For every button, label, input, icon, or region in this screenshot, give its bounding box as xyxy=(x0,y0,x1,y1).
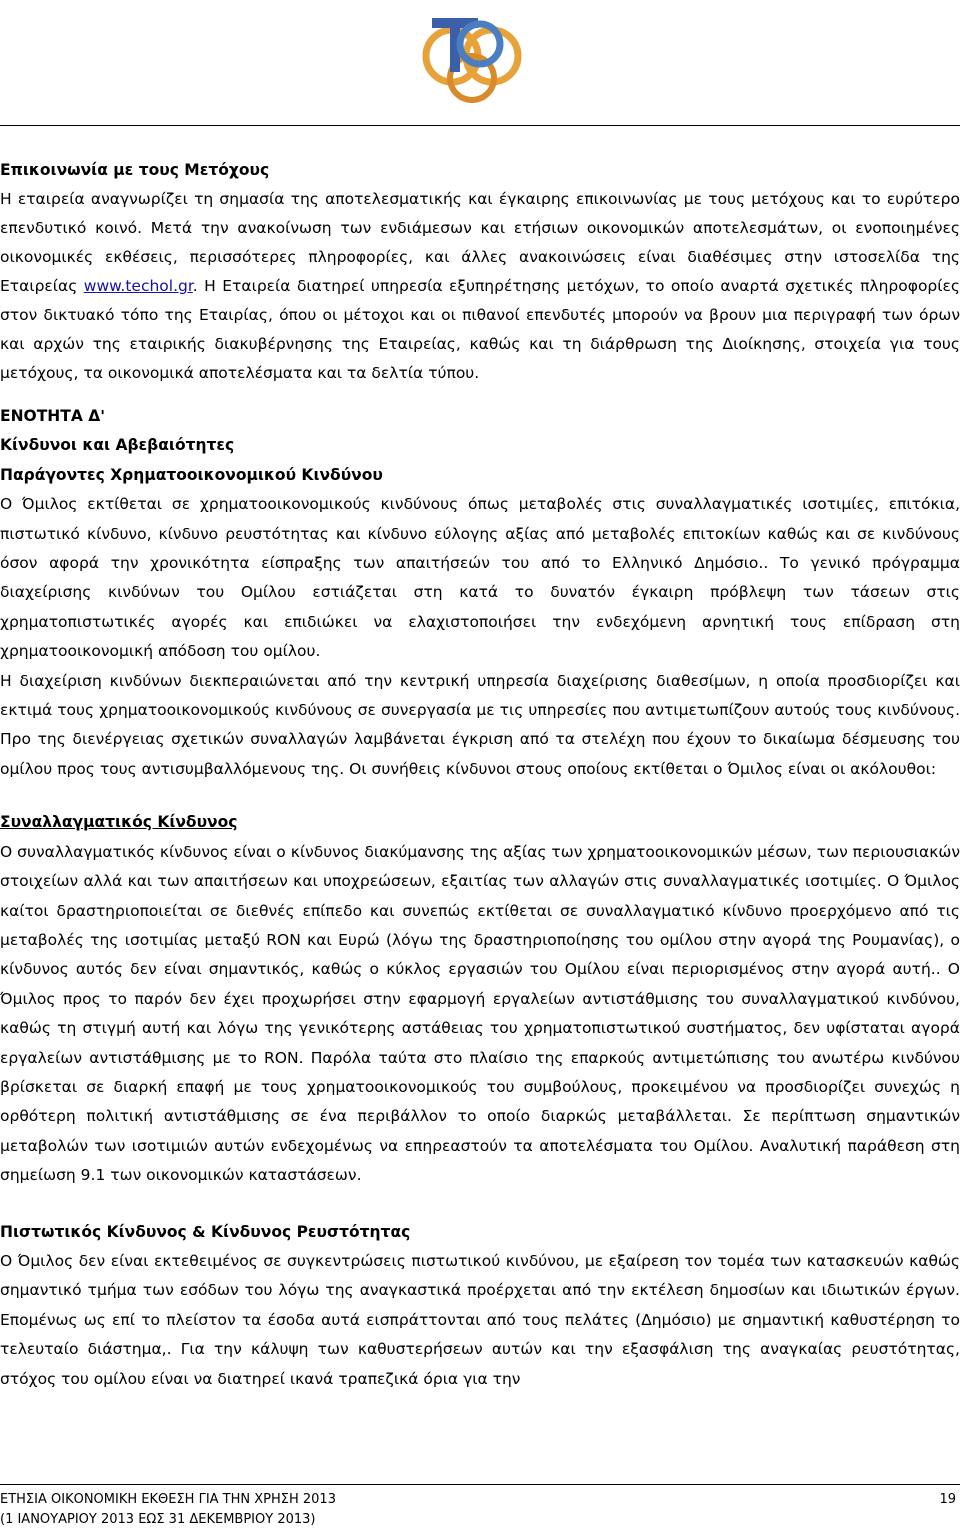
section-communication xyxy=(0,156,960,388)
fx-risk-heading: Συναλλαγματικός Κίνδυνος xyxy=(0,813,238,832)
communication-paragraph xyxy=(0,185,960,388)
company-logo xyxy=(416,4,528,108)
section-d xyxy=(0,402,960,784)
footer-report-title: ΕΤΗΣΙΑ ΟΙΚΟΝΟΜΙΚΗ ΕΚΘΕΣΗ ΓΙΑ ΤΗΝ ΧΡΗΣΗ 2013 xyxy=(0,1492,336,1507)
section-heading: Επικοινωνία με τους Μετόχους xyxy=(0,161,270,179)
section-title: ΕΝΟΤΗΤΑ Δ' xyxy=(0,407,105,425)
company-logo-graphic xyxy=(416,4,528,108)
section-subtitle: Κίνδυνοι και Αβεβαιότητες xyxy=(0,436,235,455)
section-credit-risk xyxy=(0,1218,960,1394)
risk-paragraph-1: Ο Όμιλος εκτίθεται σε χρηματοοικονομικούς κινδύνους όπως μεταβολές στις συναλλαγματικές ισοτιμίες, επιτόκια, πιστωτικό κίνδυνο, κίνδυνο ρευστότητας και κίνδυνο εύλογης αξίας από μεταβολές επιτοκίων καθώς και σε κινδύνους όσον αφορά την χρονικότητα είσπραξης των απαιτήσεών του από το Ελληνικό Δημόσιο.. Το γενικό πρόγραμμα διαχείρισης κινδύνων του Ομίλου εστιάζεται στη κατά το δυνατόν έγκαιρη πρόβλεψη των τάσεων στις χρηματοπιστωτικές αγορές και επιδιώκει να ελαχιστοποιήσει την ενδεχόμενη αρνητική τους επίδραση στη χρηματοοικονομική απόδοση του ομίλου. xyxy=(0,495,960,661)
paragraph-text: . Η Εταιρεία διατηρεί υπηρεσία εξυπηρέτησης μετόχων, το οποίο αναρτά σχετικές πληροφορίες στον δικτυακό τόπο της Εταιρίας, όπου οι μέτοχοι και οι πιθανοί επενδυτές μπορούν να βρουν μια περιγραφή των όρων και αρχών της εταιρικής διακυβέρνησης της Εταιρείας, καθώς και τη διάρθρωση της Διοίκησης, στοιχεία για τους μετόχους, τα οικονομικά αποτελέσματα και τα δελτία τύπου. xyxy=(0,277,960,382)
fx-risk-paragraph: Ο συναλλαγματικός κίνδυνος είναι ο κίνδυνος διακύμανσης της αξίας των χρηματοοικονομικών μέσων, των περιουσιακών στοιχείων αλλά και των απαιτήσεων και υποχρεώσεων, εξαιτίας των αλλαγών στις συναλλαγματικές ισοτιμίες. Ο Όμιλος καίτοι δραστηριοποιείται σε διεθνές επίπεδο και συνεπώς εκτίθεται σε συναλλαγματικό κίνδυνο προερχόμενο από τις μεταβολές της ισοτιμίας μεταξύ RON και Ευρώ (λόγω της δραστηριοποίησης του ομίλου στην αγορά της Ρουμανίας), ο κίνδυνος αυτός δεν είναι σημαντικός, καθώς ο κύκλος εργασιών του Ομίλου είναι περιορισμένος στην αγορά αυτή.. Ο Όμιλος προς το παρόν δεν έχει προχωρήσει στην εφαρμογή εργαλείων αντιστάθμισης του συναλλαγματικού κινδύνου, καθώς τη στιγμή αυτή και λόγω της γενικότερης αστάθειας του χρηματοπιστωτικού συστήματος, δεν υφίσταται αγορά εργαλείων αντιστάθμισης με το RON. Παρόλα ταύτα στο πλαίσιο της επαρκούς αντιμετώπισης του ανωτέρω κινδύνου βρίσκεται σε διαρκή επαφή με τους χρηματοοικονομικούς του συμβούλους, προκειμένου να προσδιορίζει συνεχώς η ορθότερη πολιτική αντιστάθμισης σε ένα περιβάλλον το οποίο διαρκώς μεταβάλλεται. Σε περίπτωση σημαντικών μεταβολών των ισοτιμιών αυτών ενδεχομένως να επηρεαστούν τα αποτελέσματα του Ομίλου. Αναλυτική παράθεση στη σημείωση 9.1 των οικονομικών καταστάσεων. xyxy=(0,842,960,1185)
risk-factors-heading: Παράγοντες Χρηματοοικονομικού Κινδύνου xyxy=(0,465,383,484)
page-content xyxy=(0,156,960,1394)
footer-divider xyxy=(0,1484,960,1485)
paragraph-text: Η εταιρεία αναγνωρίζει τη σημασία της αποτελεσματικής και έγκαιρης επικοινωνίας με τους μετόχους και το ευρύτερο επενδυτικό κοινό. Μετά την ανακοίνωση των ενδιάμεσων και ετήσιων οικονομικών αποτελεσμάτων, οι ενοποιημένες οικονομικές εκθέσεις, περισσότερες πληροφορίες, και άλλες ανακοινώσεις είναι διαθέσιμες στην ιστοσελίδα της Εταιρείας xyxy=(0,190,960,295)
page-number: 19 xyxy=(939,1492,956,1507)
header-divider xyxy=(0,125,960,126)
credit-risk-heading: Πιστωτικός Κίνδυνος & Κίνδυνος Ρευστότητας xyxy=(0,1222,411,1241)
page-footer xyxy=(0,1490,960,1530)
risk-paragraph-2: Η διαχείριση κινδύνων διεκπεραιώνεται από την κεντρική υπηρεσία διαχείρισης διαθεσίμων, η οποία προσδιορίζει και εκτιμά τους χρηματοοικονομικούς κινδύνους σε συνεργασία με τις υπηρεσίες που αντιμετωπίζουν αυτούς τους κινδύνους. Προ της διενέργειας σχετικών συναλλαγών λαμβάνεται έγκριση από τα στελέχη που έχουν το δικαίωμα δέσμευσης του ομίλου προς τους αντισυμβαλλόμενους της. Οι συνήθεις κίνδυνοι στους οποίους εκτίθεται ο Όμιλος είναι οι ακόλουθοι: xyxy=(0,671,960,778)
website-link[interactable]: www.techol.gr xyxy=(83,277,193,295)
credit-risk-paragraph: Ο Όμιλος δεν είναι εκτεθειμένος σε συγκεντρώσεις πιστωτικού κινδύνου, με εξαίρεση τον τομέα των κατασκευών καθώς σημαντικό τμήμα των εσόδων του λόγω της αναγκαστικά προέρχεται από την εκτέλεση δημοσίων και ιδιωτικών έργων. Επομένως ως επί το πλείστον τα έσοδα αυτά εισπράττονται από τους πελάτες (Δημόσιο) με σημαντική καθυστέρηση το τελευταίο διάστημα,. Για την κάλυψη των καθυστερήσεων αυτών και την εξασφάλιση της αναγκαίας ρευστότητας, στόχος του ομίλου είναι να διατηρεί ικανά τραπεζικά όρια για την xyxy=(0,1251,960,1388)
section-fx-risk xyxy=(0,808,960,1190)
footer-period: (1 ΙΑΝΟΥΑΡΙΟΥ 2013 ΕΩΣ 31 ΔΕΚΕΜΒΡΙΟΥ 2013) xyxy=(0,1512,316,1527)
